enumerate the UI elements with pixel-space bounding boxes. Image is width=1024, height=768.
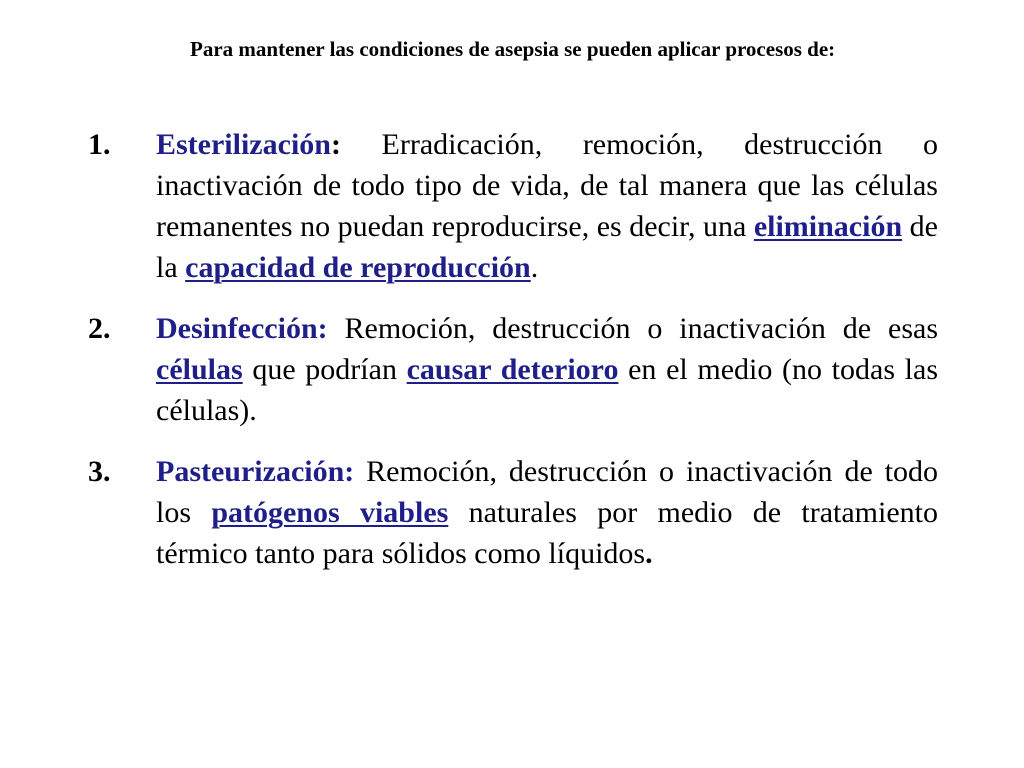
- item-text-part: que podrían: [242, 353, 407, 386]
- item-text-part: en el medio (no todas las células).: [156, 353, 938, 427]
- process-list: [0, 124, 1024, 594]
- item-term: [156, 128, 341, 161]
- item-number: 2.: [88, 312, 111, 345]
- list-item-desinfeccion: [0, 308, 938, 431]
- intro-text: Para mantener las condiciones de asepsia se pueden aplicar procesos de:: [190, 37, 836, 61]
- item-final-period: .: [645, 537, 653, 570]
- list-item-pasteurizacion: [0, 451, 938, 574]
- highlight-capacidad-de-reproduccion: capacidad de reproducción: [185, 251, 531, 284]
- item-text-part: naturales por medio de tratamiento térmico tanto para sólidos como líquidos: [156, 496, 938, 570]
- item-text-part: .: [530, 251, 539, 284]
- highlight-eliminacion: eliminación: [753, 210, 903, 243]
- item-term: Pasteurización:: [156, 455, 355, 488]
- item-text-part: Remoción, destrucción o inactivación de todo los: [156, 455, 938, 529]
- item-text: [156, 451, 938, 574]
- highlight-celulas: células: [156, 353, 243, 386]
- item-term: Desinfección:: [156, 312, 328, 345]
- highlight-causar-deterioro: causar deterioro: [406, 353, 619, 386]
- item-text-part: Remoción, destrucción o inactivación de esas: [327, 312, 938, 345]
- item-text: [156, 308, 938, 431]
- list-item-esterilizacion: [0, 124, 938, 288]
- item-text-part: de la: [156, 210, 938, 284]
- item-text-part: Erradicación, remoción, destrucción o inactivación de todo tipo de vida, de tal manera que las células remanentes no puedan reproducirse, es decir, una: [156, 128, 938, 243]
- item-number: 1.: [88, 128, 111, 161]
- item-text: [156, 124, 938, 288]
- term-label: Esterilización: [156, 128, 331, 161]
- term-colon: :: [330, 128, 341, 161]
- item-number: 3.: [88, 455, 111, 488]
- highlight-patogenos-viables: patógenos viables: [211, 496, 449, 529]
